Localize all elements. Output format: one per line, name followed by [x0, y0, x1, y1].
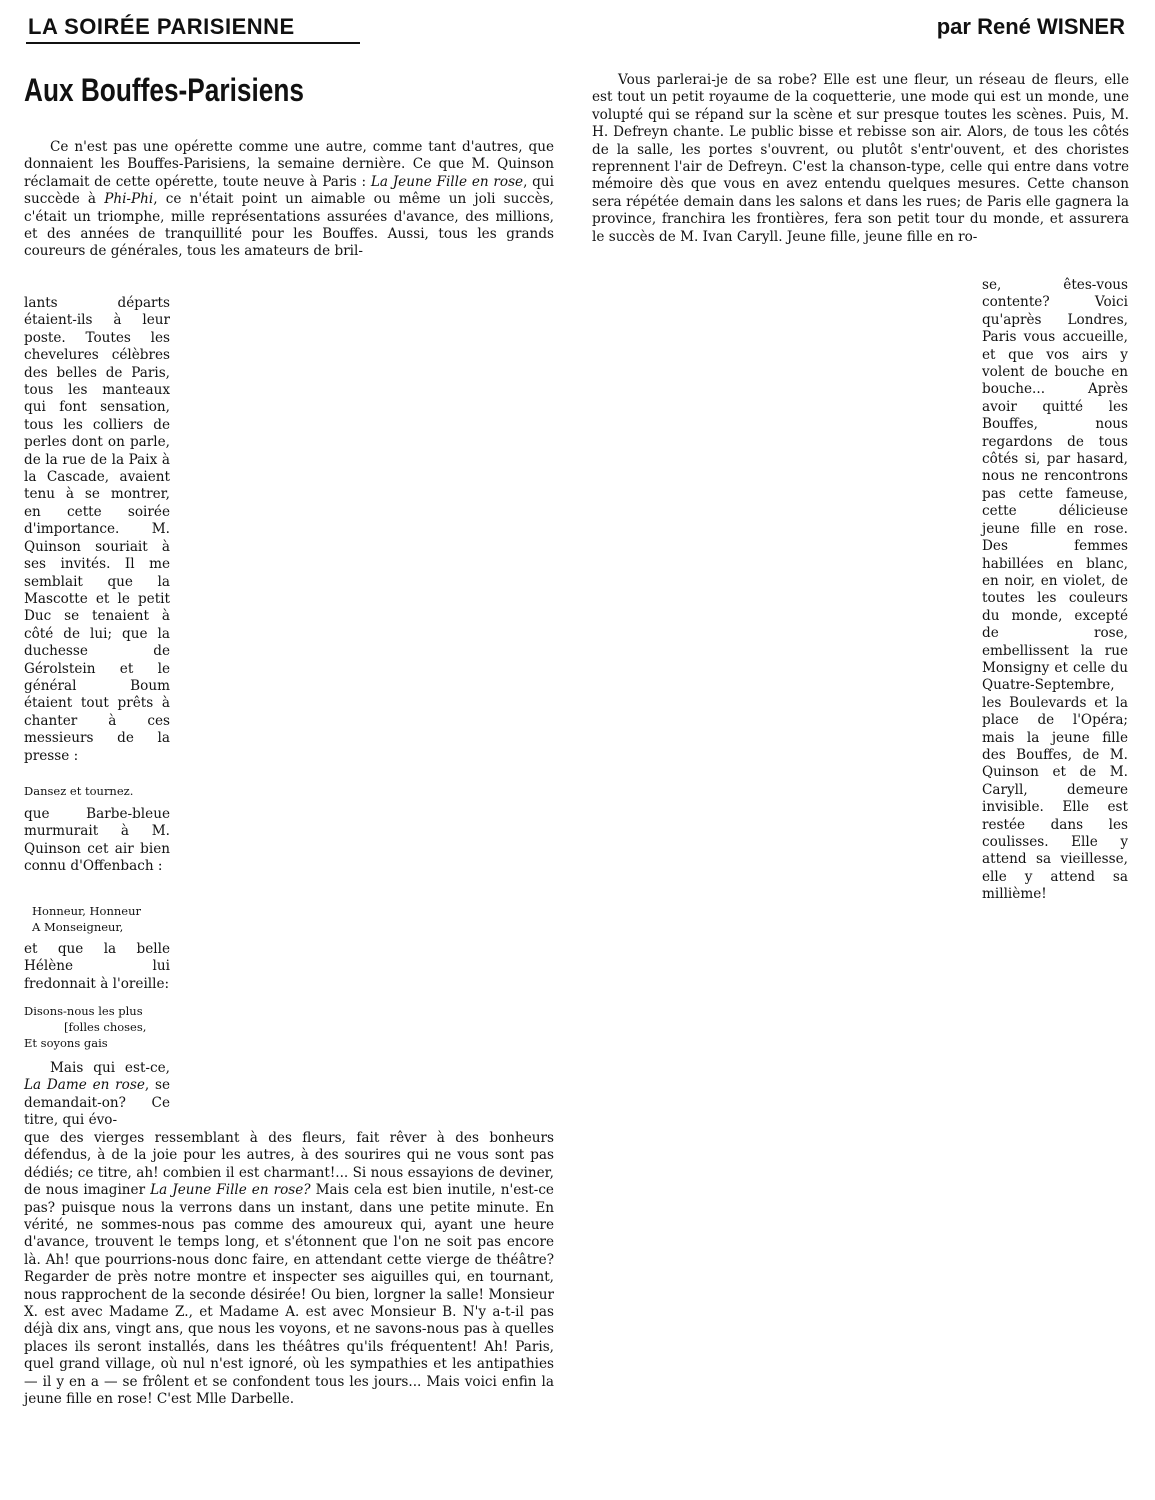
- section-title-underline: [26, 42, 360, 44]
- right-narrow-paragraph: se, êtes-vous contente? Voici qu'après Londres, Paris vous accueille, et que vos airs y volent de bouche en bouche... Après avoir quitté les Bouffes, nous regardons de tous côtés si, par hasard, nous ne rencontrons pas cette fameuse, cette délicieuse jeune fille en rose. Des femmes habillées en blanc, en noir, en violet, de toutes les couleurs du monde, excepté de rose, embellissent la rue Monsigny et celle du Quatre-Septembre, les Boulevards et la place de l'Opéra; mais la jeune fille des Bouffes, de M. Quinson et de M. Caryll, demeure invisible. Elle est restée dans les coulisses. Elle y attend sa vieillesse, elle y attend sa millième!: [982, 277, 1128, 903]
- right-column-paragraph: Vous parlerai-je de sa robe? Elle est une fleur, un réseau de fleurs, elle est tout un petit royaume de la coquetterie, une mode qui est un monde, une volupté qui se répand sur la scène et sur presque toutes les scènes. Puis, M. H. Defreyn chante. Le public bisse et rebisse son air. Alors, de tous les côtés de la salle, les portes s'ouvrent, ou plutôt s'entr'ouvent, et des choristes reprennent l'air de Defreyn. C'est la chanson-type, celle qui entre dans votre mémoire dès que vous en avez entendu quelques mesures. Cette chanson sera répétée demain dans les salons et dans les rues; de Paris elle gagnera la province, franchira les frontières, fera son petit tour du monde, et assurera le succès de M. Ivan Caryll. Jeune fille, jeune fille en ro-: [592, 72, 1129, 245]
- verse-quote-2: Honneur, Honneur A Monseigneur,: [32, 904, 141, 934]
- article-headline: Aux Bouffes-Parisiens: [24, 72, 304, 108]
- intro-paragraph: Ce n'est pas une opérette comme une autre, comme tant d'autres, que donnaient les Bouffes-Parisiens, la semaine dernière. Ce que M. Quinson réclamait de cette opérette, toute neuve à Paris : La Jeune Fille en rose, qui succède à Phi-Phi, ce n'était point un aimable ou même un joli succès, c'était un triomphe, mille représentations assurées d'avance, des millions, et des années de tranquillité pour les Bouffes. Aussi, tous les grands coureurs de générales, tous les amateurs de bril-: [24, 139, 554, 260]
- section-title: LA SOIRÉE PARISIENNE: [28, 14, 295, 39]
- verse-quote-1: Dansez et tournez.: [24, 784, 134, 798]
- narrow-paragraph-3: et que la belle Hélène lui fredonnait à l'oreille:: [24, 941, 170, 992]
- closing-paragraph: que des vierges ressemblant à des fleurs, fait rêver à des bonheurs défendus, à de la joie pour les autres, à des sourires qui ne vous sont pas dédiés; ce titre, ah! combien il est charmant!... Si nous essayions de deviner, de nous imaginer La Jeune Fille en rose? Mais cela est bien inutile, n'est-ce pas? puisque nous la verrons dans un instant, dans une petite minute. En vérité, ne sommes-nous pas comme des amoureux qui, ayant une heure d'avance, trouvent le temps long, et s'étonnent que l'on ne soit pas encore là. Ah! que pourrions-nous donc faire, en attendant cette vierge de théâtre? Regarder de près notre montre et inspecter ses aiguilles qui, en tournant, nous rapprochent de la seconde désirée! Ou bien, lorgner la salle! Monsieur X. est avec Madame Z., et Madame A. est avec Monsieur B. N'y a-t-il pas déjà dix ans, vingt ans, que nous les voyons, et ne savons-nous pas à quelles places ils seront installés, dans les théâtres qu'ils fréquentent! Ah! Paris, quel grand village, où nul n'est ignoré, où les sympathies et les antipathies — il y en a — se frôlent et se confondent tous les jours... Mais voici enfin la jeune fille en rose! C'est Mlle Darbelle.: [24, 1130, 554, 1408]
- narrow-paragraph-1: lants départs étaient-ils à leur poste. Toutes les chevelures célèbres des belles de Paris, tous les manteaux qui font sensation, tous les colliers de perles dont on parle, de la rue de la Paix à la Cascade, avaient tenu à se montrer, en cette soirée d'importance. M. Quinson souriait à ses invités. Il me semblait que la Mascotte et le petit Duc se tenaient à côté de lui; que la duchesse de Gérolstein et le général Boum étaient tout prêts à chanter à ces messieurs de la presse :: [24, 295, 170, 764]
- byline: par René WISNER: [936, 14, 1125, 39]
- narrow-paragraph-4: Mais qui est-ce, La Dame en rose, se demandait-on? Ce titre, qui évo-: [24, 1060, 170, 1129]
- narrow-paragraph-2: que Barbe-bleue murmurait à M. Quinson cet air bien connu d'Offenbach :: [24, 806, 170, 875]
- verse-quote-3: Disons-nous les plus [folles choses, Et soyons gais: [24, 1004, 147, 1050]
